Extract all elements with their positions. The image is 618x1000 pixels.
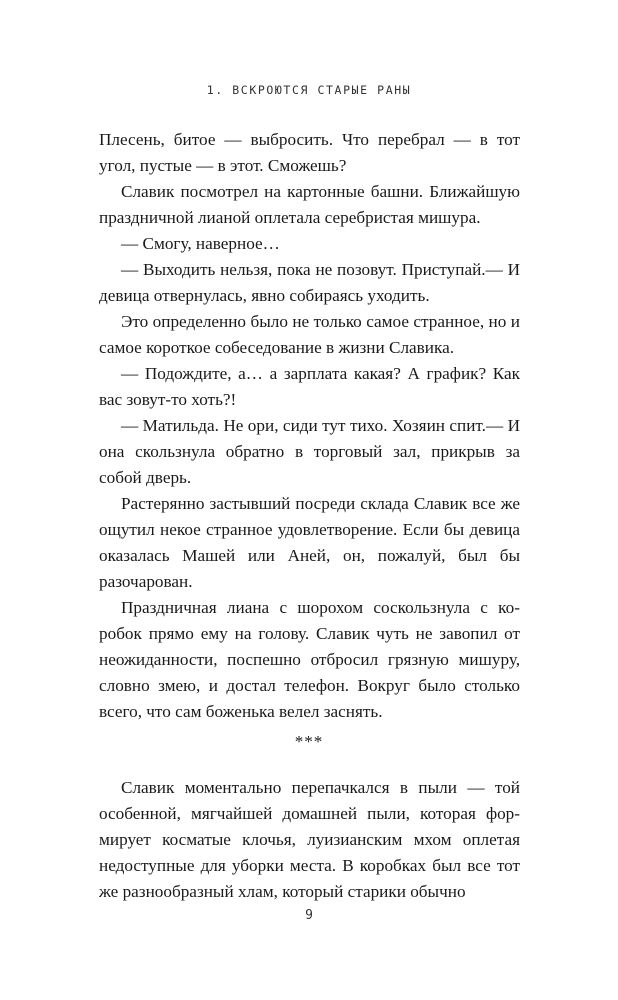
- running-head: 1. ВСКРОЮТСЯ СТАРЫЕ РАНЫ: [206, 83, 412, 97]
- paragraph: — Матильда. Не ори, сиди тут тихо. Хозяин спит.— И она скользнула обратно в торговый зал, прикрыв за собой дверь.: [99, 416, 520, 487]
- paragraph: — Выходить нельзя, пока не позовут. Приступай.— И девица отвернулась, явно собираясь уходить.: [99, 260, 520, 305]
- section-separator: ***: [294, 732, 324, 751]
- paragraph: Праздничная лиана с шорохом соскользнула с коробок прямо ему на голову. Славик чуть не завопил от неожиданности, поспешно отбросил грязную мишуру, словно змею, и достал телефон. Вокруг было столько всего, что сам боженька велел заснять.: [99, 598, 520, 721]
- text-block-section-1: [99, 127, 520, 725]
- paragraph: Славик моментально перепачкался в пыли — той особенной, мягчайшей домашней пыли, которая формирует косматые клочья, луизианским мхом оплетая недоступные для уборки места. В коробках был все тот же разнообразный хлам, который старики обычно: [99, 778, 520, 901]
- paragraph: Растерянно застывший посреди склада Славик все же ощутил некое странное удовлетворение. Если бы девица оказалась Машей или Аней, он, пожалуй, был бы разочарован.: [99, 494, 520, 591]
- text-block-section-2: [99, 775, 520, 905]
- paragraph: Плесень, битое — выбросить. Что перебрал — в тот угол, пустые — в этот. Сможешь?: [99, 130, 520, 175]
- paragraph: Славик посмотрел на картонные башни. Ближайшую праздничной лианой оплетала серебристая мишура.: [99, 182, 520, 227]
- paragraph: Это определенно было не только самое странное, но и самое короткое собеседование в жизни Славика.: [99, 312, 520, 357]
- page-number: 9: [305, 908, 313, 923]
- paragraph: — Смогу, наверное…: [121, 234, 280, 253]
- paragraph: — Подождите, а… а зарплата какая? А график? Как вас зовут-то хоть?!: [99, 364, 520, 409]
